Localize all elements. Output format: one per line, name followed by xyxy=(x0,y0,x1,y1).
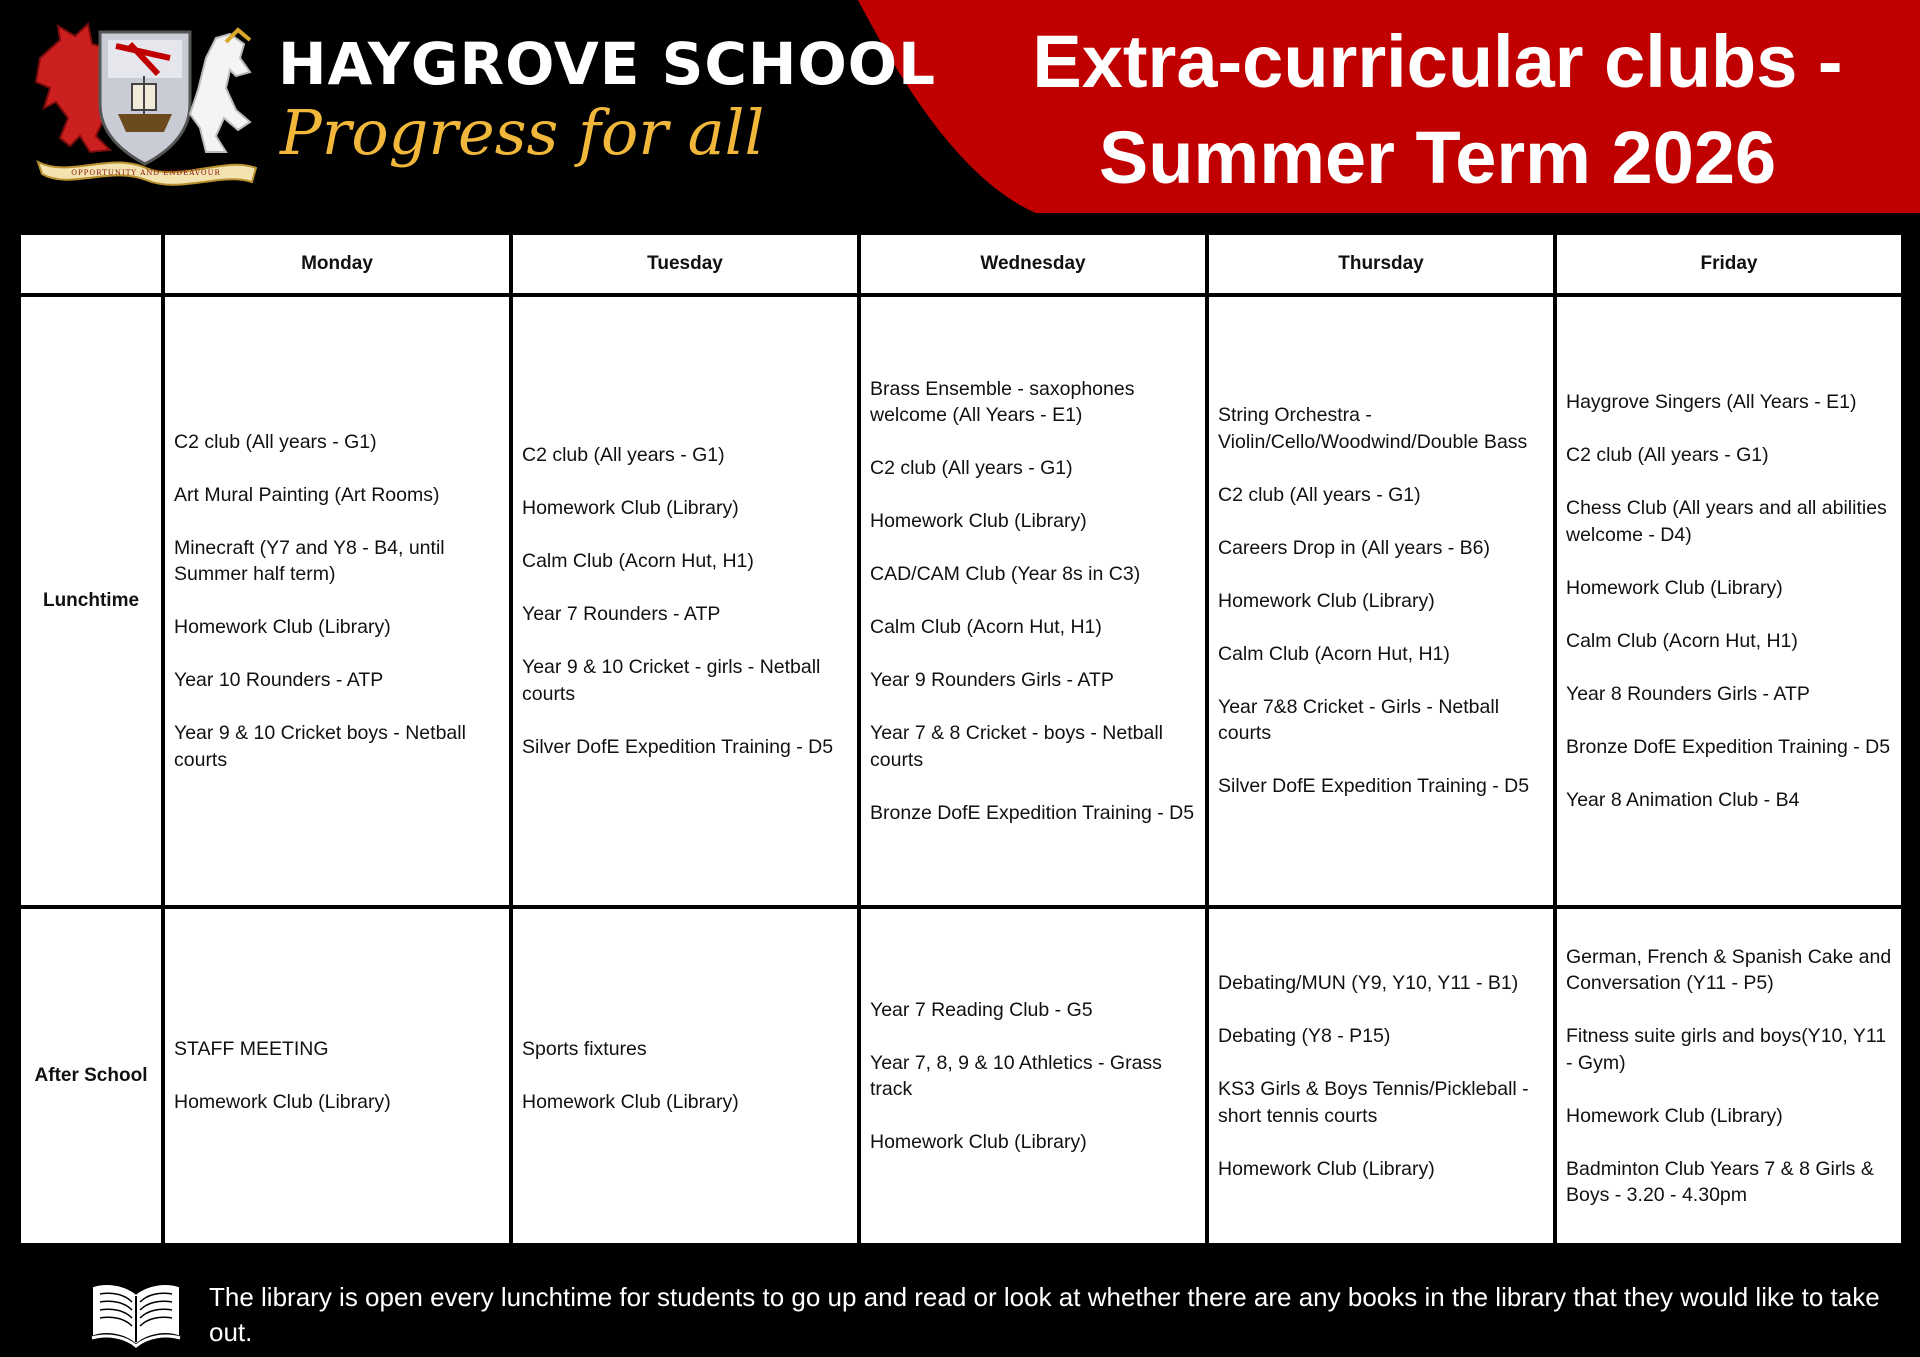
after-school-friday-cell xyxy=(1555,907,1903,1245)
club-item: Homework Club (Library) xyxy=(1566,576,1783,599)
club-item: Homework Club (Library) xyxy=(522,1091,739,1114)
club-item: Calm Club (Acorn Hut, H1) xyxy=(1218,642,1450,665)
club-item: C2 club (All years - G1) xyxy=(522,444,725,466)
club-item: Silver DofE Expedition Training - D5 xyxy=(1218,775,1530,798)
after-school-wednesday-cell xyxy=(859,907,1207,1245)
club-item: CAD/CAM Club (Year 8s in C3) xyxy=(870,563,1141,586)
school-name: HAYGROVE SCHOOL xyxy=(278,30,937,98)
club-item: C2 club (All years - G1) xyxy=(1218,483,1421,506)
day-header-friday: Friday xyxy=(1555,233,1903,295)
club-item: Homework Club (Library) xyxy=(870,1131,1087,1153)
club-item: Homework Club (Library) xyxy=(522,497,739,519)
school-crest-logo xyxy=(30,18,262,186)
header-row xyxy=(19,233,1903,295)
club-item: C2 club (All years - G1) xyxy=(870,457,1073,480)
club-item: Badminton Club Years 7 & 8 Girls & Boys - 3.20 - 4.30pm xyxy=(1566,1157,1874,1206)
school-motto: Progress for all xyxy=(280,96,765,169)
club-item: Homework Club (Library) xyxy=(1218,1157,1435,1180)
open-book-icon xyxy=(90,1282,182,1348)
lunchtime-wednesday-cell xyxy=(859,295,1207,907)
library-notice: The library is open every lunchtime for students to go up and read or look at whether there are any books in the library that they would like to take out. xyxy=(209,1282,1880,1347)
page-title-line-2: Summer Term 2026 xyxy=(1098,116,1777,199)
club-item: Debating/MUN (Y9, Y10, Y11 - B1) xyxy=(1218,972,1519,994)
page-title-line-1: Extra-curricular clubs - xyxy=(1032,20,1843,103)
club-item: Homework Club (Library) xyxy=(1218,589,1435,612)
club-item: Sports fixtures xyxy=(522,1038,647,1061)
club-item: STAFF MEETING xyxy=(174,1038,329,1061)
lunchtime-row xyxy=(19,295,1903,907)
club-item: Bronze DofE Expedition Training - D5 xyxy=(1566,735,1891,758)
lunchtime-friday-cell xyxy=(1555,295,1903,907)
club-item: Year 9 & 10 Cricket - girls - Netball courts xyxy=(522,656,821,705)
club-item: Silver DofE Expedition Training - D5 xyxy=(522,735,834,758)
club-item: C2 club (All years - G1) xyxy=(1566,444,1769,466)
club-item: Year 9 Rounders Girls - ATP xyxy=(870,669,1114,692)
club-item: Chess Club (All years and all abilities welcome - D4) xyxy=(1566,497,1887,546)
header xyxy=(0,0,1920,230)
club-item: Careers Drop in (All years - B6) xyxy=(1218,536,1490,559)
club-item: Year 7 Rounders - ATP xyxy=(522,603,721,625)
club-item: Homework Club (Library) xyxy=(174,1091,391,1114)
footer xyxy=(0,1250,1920,1357)
clubs-timetable xyxy=(17,231,1905,1247)
lunchtime-monday-cell xyxy=(163,295,511,907)
day-header-thursday: Thursday xyxy=(1207,233,1555,295)
lunchtime-tuesday-cell xyxy=(511,295,859,907)
day-header-wednesday: Wednesday xyxy=(859,233,1207,295)
club-item: Fitness suite girls and boys(Y10, Y11 - Gym) xyxy=(1566,1025,1887,1074)
club-item: Minecraft (Y7 and Y8 - B4, until Summer half term) xyxy=(174,536,445,586)
club-item: Year 8 Animation Club - B4 xyxy=(1566,788,1800,811)
club-item: Homework Club (Library) xyxy=(1566,1104,1783,1127)
club-item: KS3 Girls & Boys Tennis/Pickleball - short tennis courts xyxy=(1218,1078,1529,1127)
club-item: C2 club (All years - G1) xyxy=(174,430,377,453)
row-label-lunchtime: Lunchtime xyxy=(19,295,163,907)
club-item: Homework Club (Library) xyxy=(174,616,391,639)
club-item: Year 7 Reading Club - G5 xyxy=(870,998,1093,1021)
day-header-monday: Monday xyxy=(163,233,511,295)
club-item: Year 7, 8, 9 & 10 Athletics - Grass track xyxy=(870,1051,1162,1100)
after-school-thursday-cell xyxy=(1207,907,1555,1245)
club-item: Year 10 Rounders - ATP xyxy=(174,669,384,692)
club-item: Calm Club (Acorn Hut, H1) xyxy=(522,550,754,572)
lunchtime-thursday-cell xyxy=(1207,295,1555,907)
club-item: Year 7&8 Cricket - Girls - Netball courts xyxy=(1218,695,1500,745)
club-item: Calm Club (Acorn Hut, H1) xyxy=(1566,629,1798,652)
club-item: Debating (Y8 - P15) xyxy=(1218,1025,1391,1047)
club-item: String Orchestra - Violin/Cello/Woodwind/Double Bass xyxy=(1218,404,1528,453)
after-school-monday-cell xyxy=(163,907,511,1245)
club-item: Homework Club (Library) xyxy=(870,510,1087,533)
club-item: Calm Club (Acorn Hut, H1) xyxy=(870,616,1102,639)
day-header-tuesday: Tuesday xyxy=(511,233,859,295)
svg-text:OPPORTUNITY AND ENDEAVOUR: OPPORTUNITY AND ENDEAVOUR xyxy=(71,169,221,177)
row-label-after-school: After School xyxy=(19,907,163,1245)
club-item: Haygrove Singers (All Years - E1) xyxy=(1566,391,1857,413)
club-item: Year 7 & 8 Cricket - boys - Netball courts xyxy=(870,722,1163,771)
page-title xyxy=(985,14,1890,206)
club-item: Year 9 & 10 Cricket boys - Netball courts xyxy=(174,722,466,771)
club-item: Year 8 Rounders Girls - ATP xyxy=(1566,682,1810,705)
after-school-tuesday-cell xyxy=(511,907,859,1245)
corner-cell xyxy=(19,233,163,295)
after-school-row xyxy=(19,907,1903,1245)
club-item: Art Mural Painting (Art Rooms) xyxy=(174,483,440,506)
club-item: Bronze DofE Expedition Training - D5 xyxy=(870,801,1195,824)
club-item: Brass Ensemble - saxophones welcome (All Years - E1) xyxy=(870,377,1135,427)
club-item: German, French & Spanish Cake and Conversation (Y11 - P5) xyxy=(1566,945,1892,994)
